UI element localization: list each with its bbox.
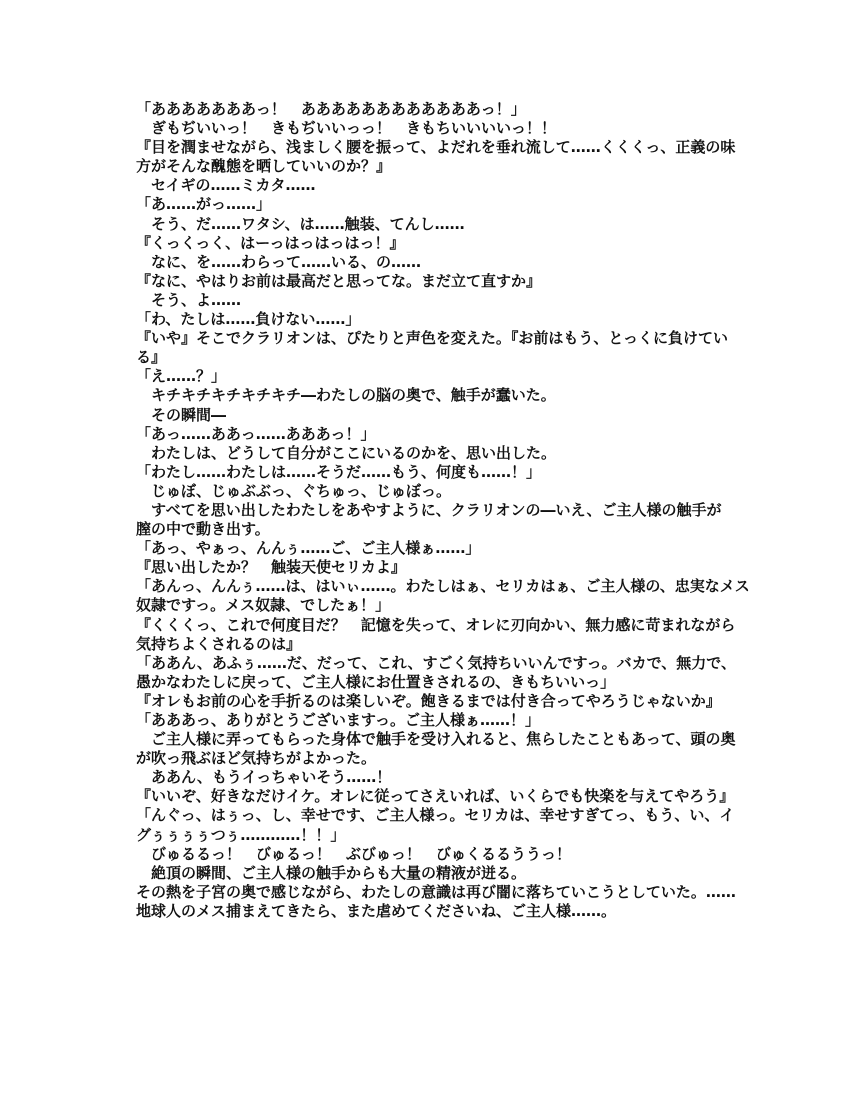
text-line: 『くっくっく、はーっはっはっはっ！』 — [136, 233, 405, 252]
text-line: じゅぼ、じゅぶぶっ、ぐちゅっ、じゅぼっ。 — [136, 481, 452, 500]
text-line: 愚かなわたしに戻って、ご主人様にお仕置きされるの、きもちいいっ」 — [136, 672, 616, 691]
text-line: 「んぐっ、はぅっ、し、幸せです、ご主人様っ。セリカは、幸せすぎてっ、もう、い、イ — [136, 806, 735, 825]
text-line: 『なに、やはりお前は最高だと思ってな。まだ立て直すか』 — [136, 271, 542, 290]
text-line: ぎもぢいいっ！ きもぢいいっっ！ きもちいいいいっ！！ — [136, 119, 557, 138]
text-line: 『目を潤ませながら、浅ましく腰を振って、よだれを垂れ流して……くくくっ、正義の味 — [136, 138, 736, 157]
text-line: そう、だ……ワタシ、は……触装、てんし…… — [136, 214, 465, 233]
document-page — [136, 100, 750, 921]
text-line: 『いや』そこでクラリオンは、ぴたりと声色を変えた。『お前はもう、とっくに負けてい — [136, 329, 729, 348]
text-line: 「え……？」 — [136, 367, 227, 386]
text-line: 「あんっ、んんぅ……は、はいぃ……。わたしはぁ、セリカはぁ、ご主人様の、忠実なメス — [136, 577, 750, 596]
text-line: その瞬間― — [136, 405, 227, 424]
text-line: が吹っ飛ぶほど気持ちがよかった。 — [136, 749, 377, 768]
text-line: 「あ……がっ……」 — [136, 195, 272, 214]
text-line: グぅぅぅぅつぅ…………！！」 — [136, 825, 346, 844]
text-line: なに、を……わらって……いる、の…… — [136, 252, 422, 271]
text-line: わたしは、どうして自分がここにいるのかを、思い出した。 — [136, 443, 557, 462]
text-line: そう、よ…… — [136, 290, 242, 309]
text-line: 方がそんな醜態を晒していいのか？』 — [136, 157, 392, 176]
text-line: 『オレもお前の心を手折るのは楽しいぞ。飽きるまでは付き合ってやろうじゃないか』 — [136, 691, 721, 710]
text-line: 「あっ、やぁっ、んんぅ……ご、ご主人様ぁ……」 — [136, 539, 481, 558]
text-line: 地球人のメス捕まえてきたら、また虐めてくださいね、ご主人様……。 — [136, 901, 617, 920]
text-line: 『くくくっ、これで何度目だ？ 記憶を失って、オレに刃向かい、無力感に苛まれながら — [136, 615, 736, 634]
text-line: ああん、もうイっちゃいそう……！ — [136, 768, 392, 787]
text-line: 「あっ……ああっ……あああっ！」 — [136, 424, 376, 443]
text-line: ご主人様に弄ってもらった身体で触手を受け入れると、焦らしたこともあって、頭の奥 — [136, 730, 736, 749]
text-line: すべてを思い出したわたしをあやすように、クラリオンの―いえ、ご主人様の触手が — [136, 500, 722, 519]
text-line: 奴隷ですっ。メス奴隷、でしたぁ！」 — [136, 596, 391, 615]
text-line: 「ああん、あふぅ……だ、だって、これ、すごく気持ちいいんですっ。バカで、無力で、 — [136, 653, 737, 672]
text-line: 「わたし……わたしは……そうだ……もう、何度も……！」 — [136, 462, 542, 481]
text-line: 「わ、たしは……負けない……」 — [136, 310, 361, 329]
text-line: 『思い出したか？ 触装天使セリカよ』 — [136, 558, 406, 577]
text-line: その熱を子宮の奥で感じながら、わたしの意識は再び闇に落ちていこうとしていた。…… — [136, 882, 736, 901]
text-line: 「あああっ、ありがとうございますっ。ご主人様ぁ……！」 — [136, 711, 540, 729]
text-line: びゅるるっ！ びゅるっ！ ぶびゅっ！ びゅくるるううっ！ — [136, 844, 572, 863]
text-line: セイギの……ミカタ…… — [136, 176, 316, 195]
text-line: 「あああああああっ！ ああああああああああああっ！」 — [136, 100, 526, 118]
text-line: 絶頂の瞬間、ご主人様の触手からも大量の精液が迸る。 — [136, 863, 527, 882]
text-line: 膣の中で動き出す。 — [136, 520, 270, 539]
text-line: 気持ちよくされるのは』 — [136, 634, 302, 653]
text-line: る』 — [136, 348, 167, 367]
text-line: キチキチキチキチキチ―わたしの脳の奥で、触手が蠢いた。 — [136, 386, 556, 405]
text-line: 『いいぞ、好きなだけイケ。オレに従ってさえいれば、いくらでも快楽を与えてやろう』 — [136, 787, 735, 806]
